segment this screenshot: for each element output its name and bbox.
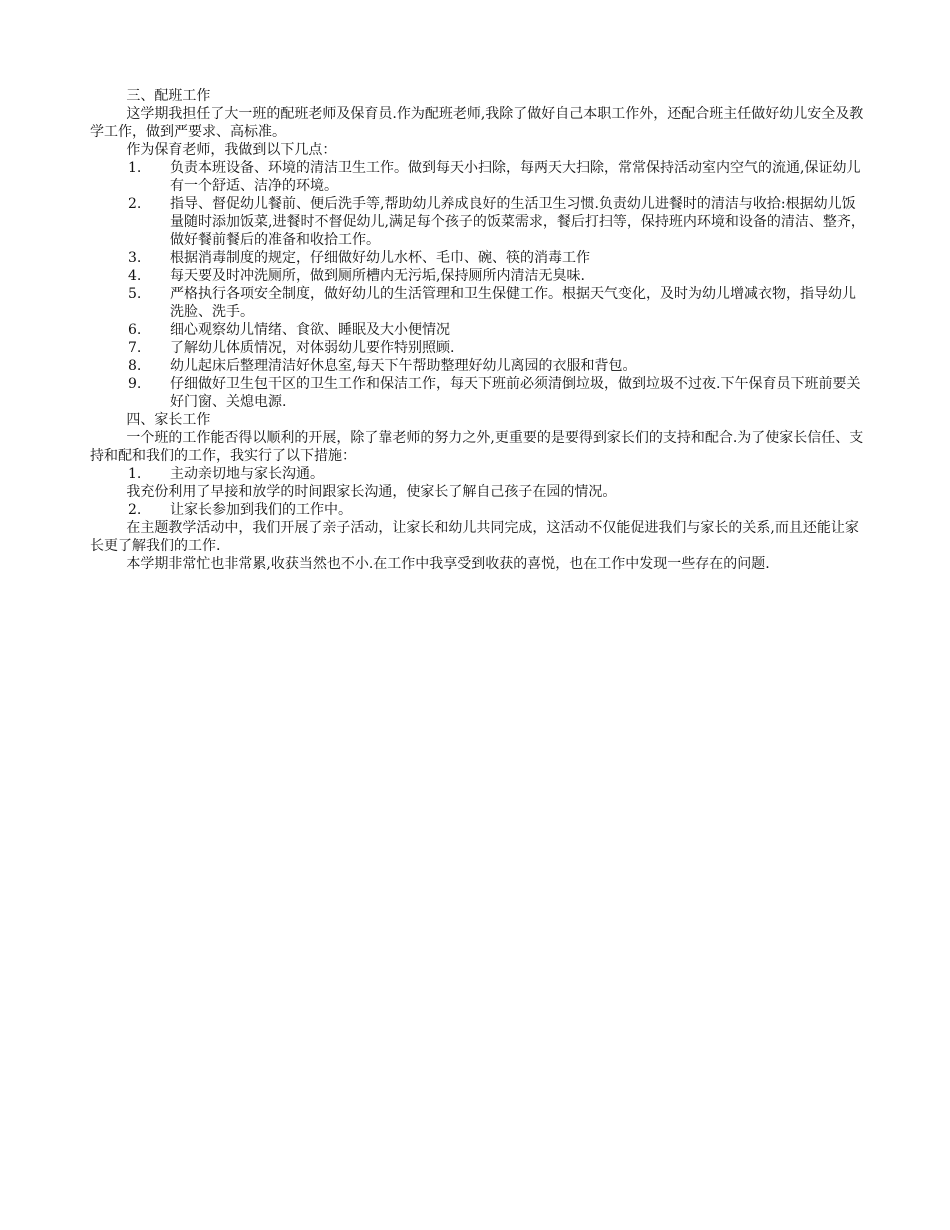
list-number: 2. xyxy=(128,196,142,212)
section-heading-3: 三、配班工作 xyxy=(126,88,211,104)
list-number: 8. xyxy=(128,358,142,374)
paragraph: 我充份利用了早接和放学的时间跟家长沟通，使家长了解自己孩子在园的情况。 xyxy=(126,484,617,500)
list-text: 幼儿起床后整理清洁好休息室,每天下午帮助整理好幼儿离园的衣服和背包。 xyxy=(170,358,637,374)
paragraph: 一个班的工作能否得以顺利的开展，除了靠老师的努力之外,更重要的是要得到家长们的支持和配合.为了使家长信任、支持和配和我们的工作，我实行了以下措施： xyxy=(90,430,864,464)
list-item xyxy=(90,267,865,285)
list-number: 5. xyxy=(128,286,142,302)
list-number: 9. xyxy=(128,376,142,392)
duty-list xyxy=(90,159,865,411)
list-text: 每天要及时冲洗厕所，做到厕所槽内无污垢,保持厕所内清洁无臭味. xyxy=(170,268,585,284)
list-item xyxy=(90,501,865,519)
list-text: 指导、督促幼儿餐前、便后洗手等,帮助幼儿养成良好的生活卫生习惯.负责幼儿进餐时的清洁与收拾:根据幼儿饭量随时添加饭菜,进餐时不督促幼儿,满足每个孩子的饭菜需求，餐后打扫等，保持班内环境和设备的清洁、整齐，做好餐前餐后的准备和收拾工作。 xyxy=(170,196,865,248)
list-number: 3. xyxy=(128,250,142,266)
list-number: 6. xyxy=(128,322,142,338)
list-text: 严格执行各项安全制度，做好幼儿的生活管理和卫生保健工作。根据天气变化，及时为幼儿增减衣物，指导幼儿洗脸、洗手。 xyxy=(170,286,856,320)
paragraph: 在主题教学活动中，我们开展了亲子活动，让家长和幼儿共同完成，这活动不仅能促进我们与家长的关系,而且还能让家长更了解我们的工作. xyxy=(90,520,859,554)
document-body xyxy=(90,87,865,573)
list-item xyxy=(90,339,865,357)
list-item xyxy=(90,159,865,195)
list-text: 负责本班设备、环境的清洁卫生工作。做到每天小扫除，每两天大扫除，常常保持活动室内空气的流通,保证幼儿有一个舒适、洁净的环境。 xyxy=(170,160,861,194)
list-number: 2. xyxy=(128,502,142,518)
list-number: 7. xyxy=(128,340,142,356)
list-text: 根据消毒制度的规定，仔细做好幼儿水杯、毛巾、碗、筷的消毒工作 xyxy=(170,250,590,266)
paragraph: 作为保育老师，我做到以下几点： xyxy=(126,142,337,158)
list-number: 4. xyxy=(128,268,142,284)
list-text: 细心观察幼儿情绪、食欲、睡眠及大小便情况 xyxy=(170,322,450,338)
list-text: 了解幼儿体质情况，对体弱幼儿要作特别照顾. xyxy=(170,340,455,356)
list-number: 1. xyxy=(128,160,142,176)
list-text: 让家长参加到我们的工作中。 xyxy=(170,502,352,518)
paragraph: 本学期非常忙也非常累,收获当然也不小.在工作中我享受到收获的喜悦，也在工作中发现一些存在的问题. xyxy=(126,556,770,572)
paragraph: 这学期我担任了大一班的配班老师及保育员.作为配班老师,我除了做好自己本职工作外，还配合班主任做好幼儿安全及教学工作，做到严要求、高标准。 xyxy=(90,106,864,140)
list-number: 1. xyxy=(128,466,142,482)
list-item xyxy=(90,375,865,411)
list-text: 仔细做好卫生包干区的卫生工作和保洁工作，每天下班前必须清倒垃圾，做到垃圾不过夜.下午保育员下班前要关好门窗、关熄电源. xyxy=(170,376,861,410)
list-item xyxy=(90,285,865,321)
list-item xyxy=(90,321,865,339)
section-heading-4: 四、家长工作 xyxy=(126,412,211,428)
list-item xyxy=(90,249,865,267)
list-item xyxy=(90,357,865,375)
list-item xyxy=(90,465,865,483)
list-text: 主动亲切地与家长沟通。 xyxy=(170,466,324,482)
list-item xyxy=(90,195,865,249)
